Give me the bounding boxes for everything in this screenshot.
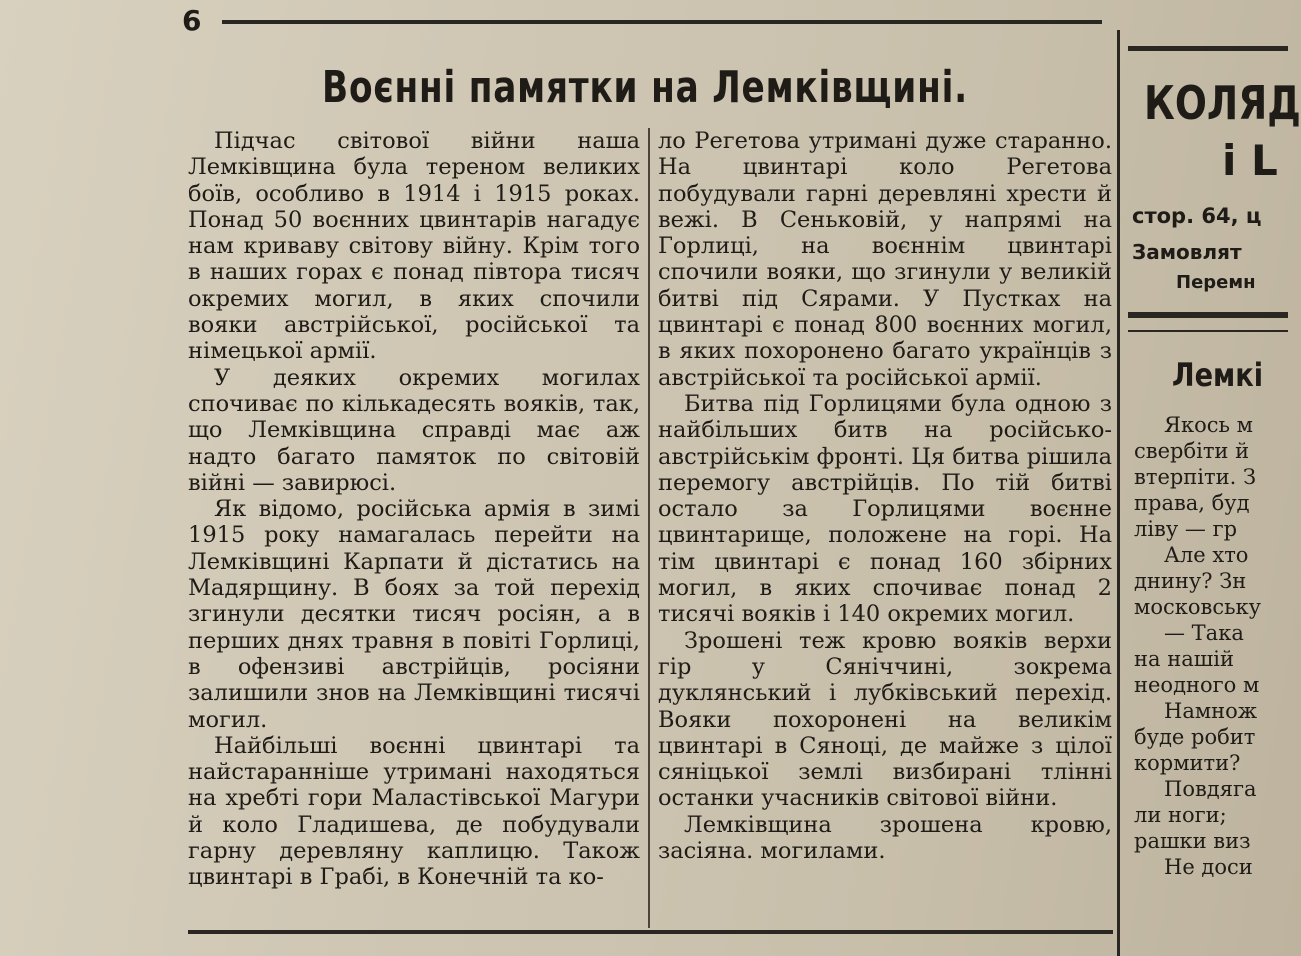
side-article-title: Лемкі xyxy=(1172,356,1264,394)
page-number: 6 xyxy=(182,4,202,37)
column-divider xyxy=(1117,30,1120,956)
text-line: права, буд xyxy=(1134,491,1250,515)
paragraph: Зрошені теж кровю вояків верхи гір у Сяніччині, зокрема дуклянський і лубківський перехід. Вояки похоронені на великім цвинтарі в Сяноці, де майже з цілої сяніцької землі визбирані тлінні останки учасників світової війни. xyxy=(658,627,1112,812)
top-rule xyxy=(222,20,1102,24)
ad-headline-2: і L xyxy=(1222,136,1278,185)
paragraph: Лемківщина зрошена кровю, засіяна. могилами. xyxy=(658,811,1112,865)
text-line: Якось м xyxy=(1164,413,1253,437)
paragraph: Битва під Горлицями була одною з найбільших битв на російсько-австрійськім фронті. Ця битва рішила перемогу австрійців. По тій битві остало за Горлицями воєнне цвинтарище, положене на горі. На тім цвинтарі є понад 160 збірних могил, в яких спочиває понад 2 тисячі вояків і 140 окремих могил. xyxy=(658,390,1112,628)
article-title: Воєнні памятки на Лемківщині. xyxy=(322,62,968,113)
text-line: на нашій xyxy=(1134,647,1234,671)
bottom-rule xyxy=(188,930,1113,934)
text-line: кормити? xyxy=(1134,751,1241,775)
text-line: Повдяга xyxy=(1164,777,1257,801)
ad-line: Перемн xyxy=(1176,272,1256,293)
text-line: Намнож xyxy=(1164,699,1258,723)
side-rule xyxy=(1128,46,1288,51)
ad-headline: КОЛЯД xyxy=(1144,76,1301,130)
paragraph: Найбільші воєнні цвинтарі та найстаранніше утримані находяться на хребті гори Маластівської Магури й коло Гладишева, де побудували гарну деревляну каплицю. Також цвинтарі в Грабі, в Конечній та ко- xyxy=(188,732,640,891)
text-line: ліву — гр xyxy=(1134,517,1238,541)
text-line: днину? Зн xyxy=(1134,569,1247,593)
paragraph: У деяких окремих могилах спочиває по кількадесять вояків, так, що Лемківщина справді має аж надто багато памяток по світовій війні — завирюсі. xyxy=(188,364,640,496)
text-column-separator xyxy=(648,128,650,928)
text-line: Але хто xyxy=(1164,543,1249,567)
text-line: втерпіти. З xyxy=(1134,465,1257,489)
ad-line: Замовлят xyxy=(1132,240,1242,264)
text-line: — Така xyxy=(1164,621,1244,645)
article-column-2 xyxy=(658,128,1112,864)
side-rule xyxy=(1128,330,1288,332)
side-rule xyxy=(1128,312,1288,318)
article-column-1 xyxy=(188,128,640,891)
paragraph: Як відомо, російська армія в зимі 1915 року намагалась перейти на Лемківщині Карпати й дістатись на Мадярщину. В боях за той перехід згинули десятки тисяч росіян, а в перших днях травня в повіті Горлиці, в офензиві австрійців, росіяни залишили знов на Лемківщині тисячі могил. xyxy=(188,496,640,733)
text-line: неодного м xyxy=(1134,673,1260,697)
paragraph: ло Регетова утримані дуже старанно. На цвинтарі коло Регетова побудували гарні деревляні хрести й вежі. В Сеньковій, у напрямі на Горлиці, на воєннім цвинтарі спочили вояки, що згинули у великій битві під Сярами. У Пустках на цвинтарі є понад 800 воєнних могил, в яких похоронено багато українців з австрійської та російської армії. xyxy=(658,128,1112,391)
text-line: свербіти й xyxy=(1134,439,1250,463)
side-article-text xyxy=(1134,412,1261,880)
text-line: рашки виз xyxy=(1134,829,1251,853)
text-line: ли ноги; xyxy=(1134,803,1227,827)
ad-line: стор. 64, ц xyxy=(1132,204,1262,228)
adjacent-column xyxy=(1128,40,1301,956)
text-line: московську xyxy=(1134,595,1262,619)
text-line: буде робит xyxy=(1134,725,1256,749)
paragraph: Підчас світової війни наша Лемківщина була тереном великих боїв, особливо в 1914 і 1915 роках. Понад 50 воєнних цвинтарів нагадує нам криваву світову війну. Крім того в наших горах є понад півтора тисяч окремих могил, в яких спочили вояки австрійської, російської та німецької армії. xyxy=(188,128,640,365)
text-line: Не доси xyxy=(1164,855,1253,879)
